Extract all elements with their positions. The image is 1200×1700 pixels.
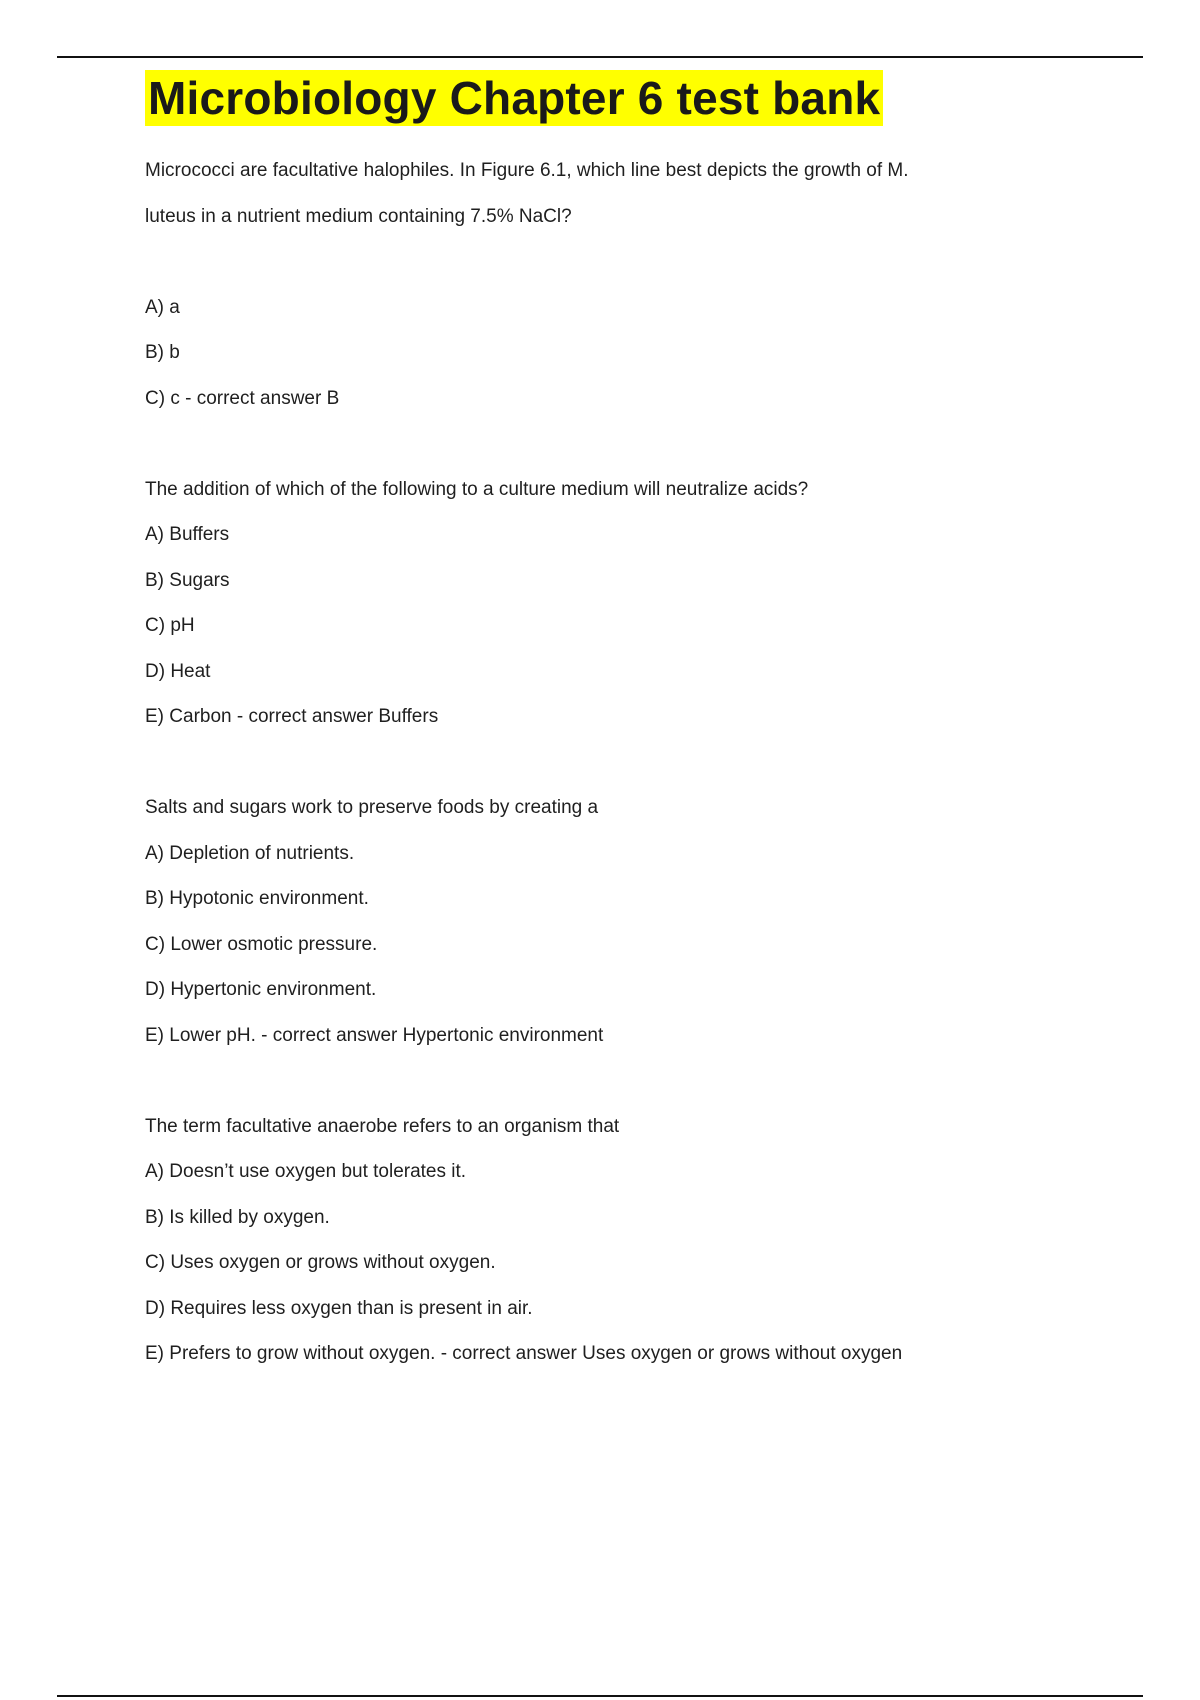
question-2-option-e: E) Carbon - correct answer Buffers	[145, 706, 439, 727]
question-4-option-a: A) Doesn’t use oxygen but tolerates it.	[145, 1161, 467, 1182]
question-4-option-d: D) Requires less oxygen than is present in air.	[145, 1298, 533, 1319]
bottom-page-rule	[57, 1695, 1143, 1697]
question-2-option-c: C) pH	[145, 615, 195, 636]
question-1-prompt-line-1: Micrococci are facultative halophiles. In Figure 6.1, which line best depicts the growth of M.	[145, 160, 909, 181]
question-4-option-c: C) Uses oxygen or grows without oxygen.	[145, 1252, 496, 1273]
question-1-option-a: A) a	[145, 297, 180, 318]
question-1-option-b: B) b	[145, 342, 180, 363]
question-1	[145, 159, 1085, 410]
question-3-option-d: D) Hypertonic environment.	[145, 979, 377, 1000]
question-4-option-e: E) Prefers to grow without oxygen. - correct answer Uses oxygen or grows without oxygen	[145, 1343, 903, 1364]
question-4	[145, 1115, 1085, 1365]
question-2-option-d: D) Heat	[145, 661, 211, 682]
page-title: Microbiology Chapter 6 test bank	[145, 70, 883, 126]
question-3-option-b: B) Hypotonic environment.	[145, 888, 369, 909]
top-page-rule	[57, 56, 1143, 58]
question-2-option-b: B) Sugars	[145, 570, 230, 591]
question-2	[145, 478, 1085, 728]
question-3-option-a: A) Depletion of nutrients.	[145, 843, 355, 864]
question-2-option-a: A) Buffers	[145, 524, 230, 545]
question-2-prompt: The addition of which of the following to a culture medium will neutralize acids?	[145, 479, 809, 500]
question-3-option-c: C) Lower osmotic pressure.	[145, 934, 378, 955]
question-4-option-b: B) Is killed by oxygen.	[145, 1207, 330, 1228]
question-1-option-c: C) c - correct answer B	[145, 388, 340, 409]
page-content	[145, 70, 1085, 1365]
question-1-prompt-line-2: luteus in a nutrient medium containing 7.5% NaCl?	[145, 206, 572, 227]
question-3-option-e: E) Lower pH. - correct answer Hypertonic environment	[145, 1025, 604, 1046]
question-3	[145, 796, 1085, 1047]
question-3-prompt: Salts and sugars work to preserve foods by creating a	[145, 797, 599, 818]
question-4-prompt: The term facultative anaerobe refers to an organism that	[145, 1116, 620, 1137]
